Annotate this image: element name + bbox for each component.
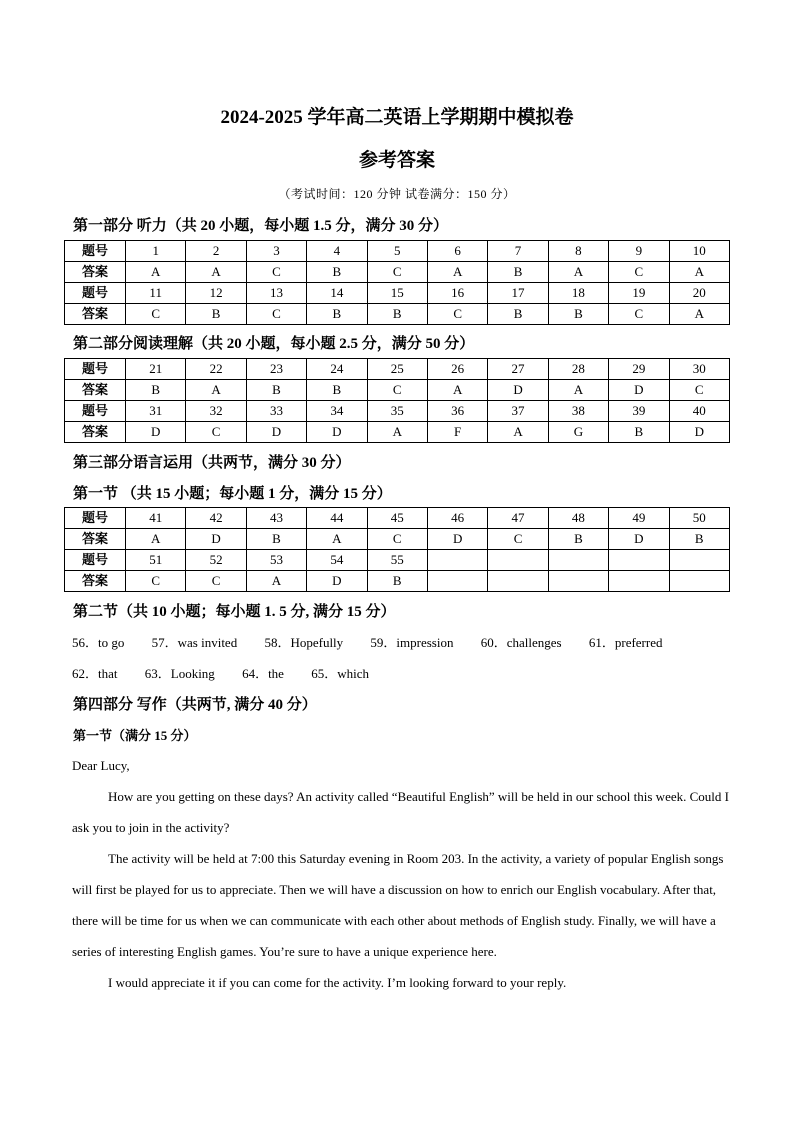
table-cell: 19 bbox=[609, 283, 669, 304]
table-cell: D bbox=[427, 529, 487, 550]
table-cell: 5 bbox=[367, 241, 427, 262]
table-cell: 52 bbox=[186, 550, 246, 571]
table-cell: A bbox=[186, 380, 246, 401]
part3-heading: 第三部分语言运用（共两节，满分 30 分） bbox=[73, 455, 351, 471]
table-cell: 40 bbox=[669, 401, 729, 422]
table-cell: A bbox=[669, 262, 729, 283]
table-row bbox=[65, 422, 730, 443]
table-cell: B bbox=[126, 380, 186, 401]
table-cell: D bbox=[669, 422, 729, 443]
part4-heading: 第四部分 写作（共两节, 满分 40 分） bbox=[73, 697, 317, 713]
table-cell: 6 bbox=[427, 241, 487, 262]
table-cell: 53 bbox=[246, 550, 306, 571]
table-cell: 47 bbox=[488, 508, 548, 529]
table-cell: B bbox=[367, 304, 427, 325]
table-row bbox=[65, 283, 730, 304]
row-label: 答案 bbox=[65, 529, 126, 550]
table-cell: B bbox=[307, 380, 367, 401]
blank-answer: 63．Looking bbox=[144, 666, 215, 681]
table-cell: B bbox=[669, 529, 729, 550]
table-cell: 8 bbox=[548, 241, 608, 262]
table-cell: 2 bbox=[186, 241, 246, 262]
table-cell: 9 bbox=[609, 241, 669, 262]
table-cell: 11 bbox=[126, 283, 186, 304]
table-cell: G bbox=[548, 422, 608, 443]
row-label: 题号 bbox=[65, 508, 126, 529]
table-cell: 37 bbox=[488, 401, 548, 422]
table-cell: A bbox=[307, 529, 367, 550]
table-cell: 51 bbox=[126, 550, 186, 571]
table-cell: A bbox=[548, 380, 608, 401]
table-cell: 48 bbox=[548, 508, 608, 529]
blank-answer: 65．which bbox=[311, 666, 369, 681]
table-cell: 22 bbox=[186, 359, 246, 380]
table-cell: A bbox=[669, 304, 729, 325]
table-cell: D bbox=[307, 571, 367, 592]
table-row bbox=[65, 508, 730, 529]
table-cell: C bbox=[186, 422, 246, 443]
table-row bbox=[65, 359, 730, 380]
table-cell: A bbox=[126, 262, 186, 283]
table-cell: A bbox=[488, 422, 548, 443]
table-cell: 7 bbox=[488, 241, 548, 262]
table-row bbox=[65, 571, 730, 592]
table-row bbox=[65, 241, 730, 262]
table-cell: 4 bbox=[307, 241, 367, 262]
table-cell: 26 bbox=[427, 359, 487, 380]
table-cell: 34 bbox=[307, 401, 367, 422]
table-row bbox=[65, 401, 730, 422]
table-cell: B bbox=[246, 529, 306, 550]
row-label: 答案 bbox=[65, 380, 126, 401]
table-cell bbox=[548, 550, 608, 571]
table-row bbox=[65, 550, 730, 571]
sample-letter bbox=[72, 750, 732, 998]
table-cell: 35 bbox=[367, 401, 427, 422]
table-cell bbox=[669, 550, 729, 571]
table-cell: 16 bbox=[427, 283, 487, 304]
table-cell: 42 bbox=[186, 508, 246, 529]
table-cell: 21 bbox=[126, 359, 186, 380]
table-cell: D bbox=[307, 422, 367, 443]
table-cell: 32 bbox=[186, 401, 246, 422]
table-cell: C bbox=[126, 571, 186, 592]
table-cell: 27 bbox=[488, 359, 548, 380]
table-cell: 23 bbox=[246, 359, 306, 380]
blank-answer: 57．was invited bbox=[151, 635, 238, 650]
table-cell bbox=[488, 571, 548, 592]
table-cell: F bbox=[427, 422, 487, 443]
table-cell: 50 bbox=[669, 508, 729, 529]
table-cell: 14 bbox=[307, 283, 367, 304]
table-cell: 41 bbox=[126, 508, 186, 529]
table-cell: C bbox=[246, 262, 306, 283]
row-label: 答案 bbox=[65, 571, 126, 592]
row-label: 题号 bbox=[65, 241, 126, 262]
table-cell: 24 bbox=[307, 359, 367, 380]
table-row bbox=[65, 529, 730, 550]
table-cell: C bbox=[367, 529, 427, 550]
table-cell: A bbox=[548, 262, 608, 283]
table-cell: C bbox=[367, 262, 427, 283]
row-label: 题号 bbox=[65, 401, 126, 422]
table-cell: 45 bbox=[367, 508, 427, 529]
table-cell bbox=[548, 571, 608, 592]
table-cell: 10 bbox=[669, 241, 729, 262]
table-cell: B bbox=[488, 262, 548, 283]
table-cell: A bbox=[427, 262, 487, 283]
blank-answer: 56．to go bbox=[72, 635, 125, 650]
part2-answer-table bbox=[64, 358, 730, 443]
table-cell: 13 bbox=[246, 283, 306, 304]
letter-paragraph: How are you getting on these days? An activity called “Beautiful English” will be held in our school this week. Could I ask you to join in the activity? bbox=[72, 789, 729, 835]
table-cell: 29 bbox=[609, 359, 669, 380]
table-cell: 55 bbox=[367, 550, 427, 571]
part3-answer-table bbox=[64, 507, 730, 592]
table-cell: D bbox=[126, 422, 186, 443]
table-row bbox=[65, 380, 730, 401]
table-cell: B bbox=[548, 529, 608, 550]
table-cell: B bbox=[488, 304, 548, 325]
blank-answer: 64．the bbox=[242, 666, 284, 681]
table-cell: C bbox=[669, 380, 729, 401]
part1-answer-table bbox=[64, 240, 730, 325]
table-cell: 39 bbox=[609, 401, 669, 422]
table-cell: 20 bbox=[669, 283, 729, 304]
table-cell: C bbox=[367, 380, 427, 401]
table-cell: D bbox=[488, 380, 548, 401]
row-label: 答案 bbox=[65, 304, 126, 325]
letter-salutation: Dear Lucy, bbox=[72, 758, 130, 773]
table-cell: D bbox=[609, 380, 669, 401]
table-cell: D bbox=[246, 422, 306, 443]
table-cell: 46 bbox=[427, 508, 487, 529]
table-cell: 15 bbox=[367, 283, 427, 304]
table-cell: A bbox=[427, 380, 487, 401]
page-title: 2024-2025 学年高二英语上学期期中模拟卷 bbox=[220, 107, 574, 128]
part2-heading: 第二部分阅读理解（共 20 小题，每小题 2.5 分，满分 50 分） bbox=[73, 336, 475, 352]
table-cell: 18 bbox=[548, 283, 608, 304]
table-cell: 1 bbox=[126, 241, 186, 262]
row-label: 答案 bbox=[65, 262, 126, 283]
table-cell: C bbox=[427, 304, 487, 325]
letter-paragraph: The activity will be held at 7:00 this Saturday evening in Room 203. In the activity, a variety of popular English songs will first be played for us to appreciate. Then we will have a discussion on how to enrich our English vocabulary. After that, there will be time for us when we can communicate with each other about methods of English study. Finally, we will have a series of interesting English games. You’re sure to have a unique experience here. bbox=[72, 851, 724, 959]
row-label: 答案 bbox=[65, 422, 126, 443]
table-row bbox=[65, 304, 730, 325]
table-cell bbox=[488, 550, 548, 571]
part4-section1-heading: 第一节（满分 15 分） bbox=[73, 728, 197, 743]
table-cell: A bbox=[246, 571, 306, 592]
table-cell: B bbox=[186, 304, 246, 325]
table-cell: A bbox=[186, 262, 246, 283]
row-label: 题号 bbox=[65, 359, 126, 380]
table-row bbox=[65, 262, 730, 283]
table-cell: 25 bbox=[367, 359, 427, 380]
table-cell: B bbox=[307, 304, 367, 325]
blanks-line-1 bbox=[72, 632, 687, 651]
table-cell: C bbox=[488, 529, 548, 550]
part3-section1-heading: 第一节 （共 15 小题；每小题 1 分，满分 15 分） bbox=[73, 486, 392, 502]
table-cell bbox=[609, 571, 669, 592]
table-cell: 12 bbox=[186, 283, 246, 304]
table-cell: 33 bbox=[246, 401, 306, 422]
part3-section2-heading: 第二节（共 10 小题；每小题 1. 5 分, 满分 15 分） bbox=[73, 604, 396, 620]
blank-answer: 61．preferred bbox=[588, 635, 663, 650]
table-cell: 31 bbox=[126, 401, 186, 422]
table-cell: 44 bbox=[307, 508, 367, 529]
table-cell: 30 bbox=[669, 359, 729, 380]
table-cell: 54 bbox=[307, 550, 367, 571]
table-cell: 38 bbox=[548, 401, 608, 422]
blank-answer: 58．Hopefully bbox=[264, 635, 344, 650]
table-cell: 17 bbox=[488, 283, 548, 304]
table-cell bbox=[669, 571, 729, 592]
table-cell: 28 bbox=[548, 359, 608, 380]
table-cell: C bbox=[609, 304, 669, 325]
exam-info: （考试时间：120 分钟 试卷满分：150 分） bbox=[278, 187, 516, 201]
blank-answer: 59．impression bbox=[370, 635, 454, 650]
table-cell: 36 bbox=[427, 401, 487, 422]
table-cell: D bbox=[186, 529, 246, 550]
table-cell: D bbox=[609, 529, 669, 550]
table-cell: B bbox=[246, 380, 306, 401]
table-cell: B bbox=[307, 262, 367, 283]
table-cell: B bbox=[548, 304, 608, 325]
table-cell: 49 bbox=[609, 508, 669, 529]
letter-paragraph: I would appreciate it if you can come for the activity. I’m looking forward to your reply. bbox=[108, 975, 567, 990]
table-cell: A bbox=[367, 422, 427, 443]
part1-heading: 第一部分 听力（共 20 小题，每小题 1.5 分，满分 30 分） bbox=[73, 218, 449, 234]
table-cell: B bbox=[367, 571, 427, 592]
table-cell: C bbox=[246, 304, 306, 325]
blank-answer: 62．that bbox=[72, 666, 118, 681]
row-label: 题号 bbox=[65, 550, 126, 571]
page-subtitle: 参考答案 bbox=[358, 150, 435, 171]
table-cell: C bbox=[186, 571, 246, 592]
blank-answer: 60．challenges bbox=[480, 635, 562, 650]
table-cell bbox=[427, 550, 487, 571]
table-cell: C bbox=[609, 262, 669, 283]
table-cell: 3 bbox=[246, 241, 306, 262]
table-cell: 43 bbox=[246, 508, 306, 529]
row-label: 题号 bbox=[65, 283, 126, 304]
blanks-line-2 bbox=[72, 663, 393, 682]
table-cell bbox=[609, 550, 669, 571]
table-cell: C bbox=[126, 304, 186, 325]
table-cell: A bbox=[126, 529, 186, 550]
table-cell: B bbox=[609, 422, 669, 443]
table-cell bbox=[427, 571, 487, 592]
